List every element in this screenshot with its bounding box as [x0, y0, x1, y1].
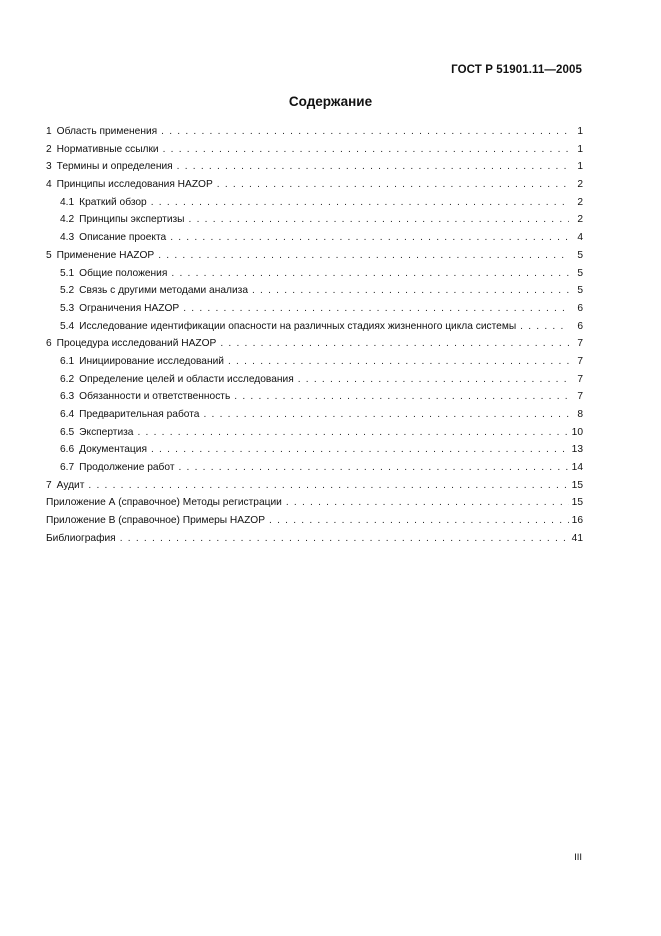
toc-entry-page: 10 — [571, 426, 583, 438]
toc-entry[interactable] — [46, 409, 583, 427]
toc-entry[interactable] — [46, 232, 583, 250]
dot-leader — [177, 161, 569, 172]
toc-entry[interactable] — [46, 214, 583, 232]
toc-entry[interactable] — [46, 444, 583, 462]
toc-entry[interactable] — [46, 338, 583, 356]
toc-entry-number: 4.1 — [60, 196, 75, 208]
toc-entry[interactable] — [46, 250, 583, 268]
toc-entry-label: Документация — [79, 444, 147, 456]
dot-leader — [137, 427, 569, 438]
dot-leader — [171, 268, 569, 279]
toc-entry-label: Инициирование исследований — [79, 355, 224, 367]
toc-entry-number: 6 — [46, 338, 52, 350]
toc-entry-page: 7 — [577, 373, 583, 385]
toc-entry[interactable] — [46, 374, 583, 392]
toc-entry-page: 6 — [577, 302, 583, 314]
toc-entry[interactable] — [46, 515, 583, 533]
toc-entry-label: Продолжение работ — [79, 462, 175, 474]
toc-entry[interactable] — [46, 321, 583, 339]
toc-entry-page: 15 — [571, 497, 583, 509]
dot-leader — [88, 480, 569, 491]
toc-entry[interactable] — [46, 303, 583, 321]
toc-entry-page: 16 — [571, 515, 583, 527]
toc-entry-label: Предварительная работа — [79, 409, 200, 420]
dot-leader — [234, 391, 569, 402]
toc-entry[interactable] — [46, 391, 583, 409]
toc-entry-number: 5.1 — [60, 267, 75, 279]
toc-entry-page: 14 — [571, 462, 583, 474]
toc-entry-label: Область применения — [56, 126, 158, 137]
toc-entry-page: 41 — [571, 532, 583, 544]
toc-entry-number: 6.4 — [60, 409, 75, 420]
toc-entry-page: 5 — [577, 249, 583, 261]
toc-entry-number: 4.2 — [60, 214, 75, 226]
dot-leader — [158, 250, 569, 261]
toc-entry[interactable] — [46, 480, 583, 498]
toc-entry-number: 5.3 — [60, 302, 75, 314]
toc-entry-page: 8 — [577, 409, 583, 420]
dot-leader — [269, 515, 569, 526]
toc-entry-label: Приложение А (справочное) Методы регистрации — [46, 497, 282, 509]
dot-leader — [120, 533, 569, 544]
toc-entry-number: 5.4 — [60, 320, 75, 332]
toc-entry-page: 7 — [577, 355, 583, 367]
page-title: Содержание — [288, 94, 373, 109]
toc-entry[interactable] — [46, 427, 583, 445]
dot-leader — [189, 214, 569, 225]
toc-entry-label: Термины и определения — [56, 161, 173, 173]
toc-entry[interactable] — [46, 126, 583, 144]
toc-entry-number: 5 — [46, 249, 52, 261]
dot-leader — [179, 462, 570, 473]
toc-entry[interactable] — [46, 179, 583, 197]
toc-entry-number: 6.6 — [60, 444, 75, 456]
dot-leader — [520, 321, 569, 332]
dot-leader — [151, 197, 569, 208]
toc-entry[interactable] — [46, 161, 583, 179]
toc-entry-number: 6.2 — [60, 373, 75, 385]
dot-leader — [252, 285, 569, 296]
dot-leader — [151, 444, 569, 455]
dot-leader — [161, 126, 569, 137]
dot-leader — [203, 409, 569, 420]
toc-entry-number: 3 — [46, 161, 52, 173]
toc-entry-label: Общие положения — [79, 267, 168, 279]
toc-entry[interactable] — [46, 533, 583, 551]
toc-entry-label: Краткий обзор — [79, 196, 147, 208]
toc-entry-number: 4 — [46, 179, 52, 191]
toc-entry[interactable] — [46, 462, 583, 480]
toc-entry-page: 5 — [577, 285, 583, 297]
toc-entry-page: 7 — [577, 338, 583, 350]
dot-leader — [220, 338, 569, 349]
toc-entry-label: Связь с другими методами анализа — [79, 285, 248, 297]
toc-entry-page: 2 — [577, 214, 583, 226]
toc-entry-page: 2 — [577, 196, 583, 208]
dot-leader — [163, 144, 569, 155]
toc-entry-number: 5.2 — [60, 285, 75, 297]
toc-entry-page: 13 — [571, 444, 583, 456]
toc-entry-page: 6 — [577, 320, 583, 332]
toc-entry-label: Ограничения HAZOP — [79, 302, 180, 314]
dot-leader — [228, 356, 569, 367]
toc-entry-label: Исследование идентификации опасности на различных стадиях жизненного цикла системы — [79, 320, 517, 332]
dot-leader — [298, 374, 569, 385]
toc-entry-number: 6.1 — [60, 355, 75, 367]
toc-entry[interactable] — [46, 285, 583, 303]
table-of-contents — [46, 126, 583, 551]
toc-entry-label: Процедура исследований HAZOP — [56, 338, 217, 350]
toc-entry[interactable] — [46, 144, 583, 162]
toc-entry-label: Применение HAZOP — [56, 249, 155, 261]
toc-entry-number: 7 — [46, 479, 52, 491]
dot-leader — [170, 232, 569, 243]
toc-entry-number: 6.5 — [60, 426, 75, 438]
toc-entry-number: 2 — [46, 143, 52, 155]
toc-entry-number: 1 — [46, 126, 52, 137]
toc-entry-page: 1 — [577, 143, 583, 155]
toc-entry[interactable] — [46, 197, 583, 215]
toc-entry-label: Принципы исследования HAZOP — [56, 179, 213, 191]
toc-entry-label: Обязанности и ответственность — [79, 391, 231, 403]
dot-leader — [183, 303, 569, 314]
toc-entry-page: 5 — [577, 267, 583, 279]
toc-entry-page: 1 — [577, 161, 583, 173]
toc-entry-page: 15 — [571, 479, 583, 491]
toc-entry[interactable] — [46, 268, 583, 286]
toc-entry[interactable] — [46, 497, 583, 515]
toc-entry-page: 4 — [577, 232, 583, 244]
dot-leader — [217, 179, 569, 190]
document-id: ГОСТ Р 51901.11—2005 — [451, 64, 582, 76]
toc-entry-page: 1 — [577, 126, 583, 137]
toc-entry-label: Приложение В (справочное) Примеры HAZOP — [46, 515, 266, 527]
dot-leader — [286, 497, 569, 508]
page-number: III — [574, 852, 582, 863]
toc-entry-label: Аудит — [56, 479, 85, 491]
toc-entry-number: 6.3 — [60, 391, 75, 403]
toc-entry-number: 4.3 — [60, 232, 75, 244]
toc-entry-label: Библиография — [46, 532, 116, 544]
toc-entry-page: 7 — [577, 391, 583, 403]
toc-entry-label: Определение целей и области исследования — [79, 373, 294, 385]
toc-entry-label: Принципы экспертизы — [79, 214, 185, 226]
toc-entry-number: 6.7 — [60, 462, 75, 474]
toc-entry[interactable] — [46, 356, 583, 374]
toc-entry-page: 2 — [577, 179, 583, 191]
toc-entry-label: Описание проекта — [79, 232, 167, 244]
toc-entry-label: Нормативные ссылки — [56, 143, 159, 155]
toc-entry-label: Экспертиза — [79, 426, 134, 438]
